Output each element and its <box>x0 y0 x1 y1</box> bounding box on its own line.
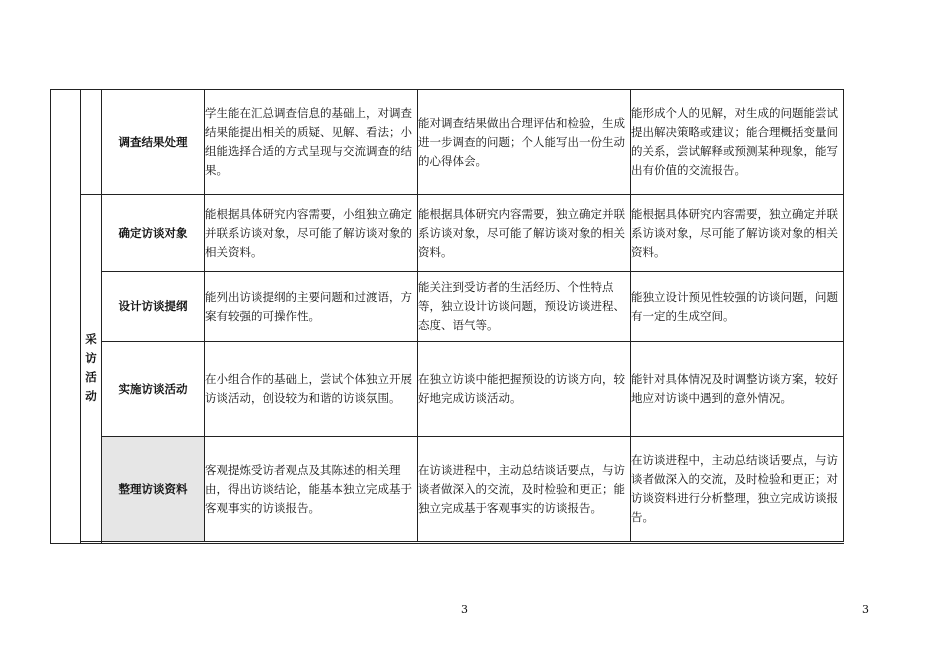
page-number-right: 3 <box>862 603 869 616</box>
table-row <box>51 342 844 437</box>
level1-descriptor: 能列出访谈提纲的主要问题和过渡语，方案有较强的可操作性。 <box>205 272 418 342</box>
level1-descriptor: 客观提炼受访者观点及其陈述的相关理由，得出访谈结论，能基本独立完成基于客观事实的访谈报告。 <box>205 437 418 542</box>
page-number: 3 <box>461 603 468 616</box>
table-row <box>51 437 844 542</box>
item-label: 确定访谈对象 <box>102 195 205 272</box>
level2-descriptor: 能关注到受访者的生活经历、个性特点等，独立设计访谈问题，预设访谈进程、态度、语气等。 <box>418 272 631 342</box>
item-label: 整理访谈资料 <box>102 437 205 542</box>
level3-descriptor: 能针对具体情况及时调整访谈方案，较好地应对访谈中遇到的意外情况。 <box>631 342 844 437</box>
blank-category-cell <box>81 90 102 195</box>
level3-descriptor: 在访谈进程中，主动总结谈话要点，与访谈者做深入的交流，及时检验和更正；对访谈资料进行分析整理，独立完成访谈报告。 <box>631 437 844 542</box>
level3-descriptor: 能独立设计预见性较强的访谈问题，问题有一定的生成空间。 <box>631 272 844 342</box>
item-label: 设计访谈提纲 <box>102 272 205 342</box>
level2-descriptor: 能根据具体研究内容需要，独立确定并联系访谈对象，尽可能了解访谈对象的相关资料。 <box>418 195 631 272</box>
level3-descriptor: 能形成个人的见解，对生成的问题能尝试提出解决策略或建议；能合理概括变量间的关系，尝试解释或预测某种现象，能写出有价值的交流报告。 <box>631 90 844 195</box>
level1-descriptor: 学生能在汇总调查信息的基础上，对调查结果能提出相关的质疑、见解、看法；小组能选择合适的方式呈现与交流调查的结果。 <box>205 90 418 195</box>
outer-blank-column <box>51 90 81 544</box>
blank-category-cell <box>81 542 102 544</box>
item-label: 调查结果处理 <box>102 90 205 195</box>
rubric-table <box>50 89 844 544</box>
category-label: 采访活动 <box>81 195 102 542</box>
level2-descriptor: 在访谈进程中，主动总结谈话要点，与访谈者做深入的交流，及时检验和更正；能独立完成基于客观事实的访谈报告。 <box>418 437 631 542</box>
level2-descriptor: 在独立访谈中能把握预设的访谈方向，较好地完成访谈活动。 <box>418 342 631 437</box>
spacer-row <box>51 542 844 544</box>
table-row <box>51 272 844 342</box>
level3-descriptor: 能根据具体研究内容需要，独立确定并联系访谈对象，尽可能了解访谈对象的相关资料。 <box>631 195 844 272</box>
table-bottom-border <box>102 542 844 544</box>
level2-descriptor: 能对调查结果做出合理评估和检验，生成进一步调查的问题；个人能写出一份生动的心得体会。 <box>418 90 631 195</box>
table-row <box>51 195 844 272</box>
item-label: 实施访谈活动 <box>102 342 205 437</box>
level1-descriptor: 能根据具体研究内容需要，小组独立确定并联系访谈对象，尽可能了解访谈对象的相关资料。 <box>205 195 418 272</box>
level1-descriptor: 在小组合作的基础上，尝试个体独立开展访谈活动，创设较为和谐的访谈氛围。 <box>205 342 418 437</box>
table-row <box>51 90 844 195</box>
